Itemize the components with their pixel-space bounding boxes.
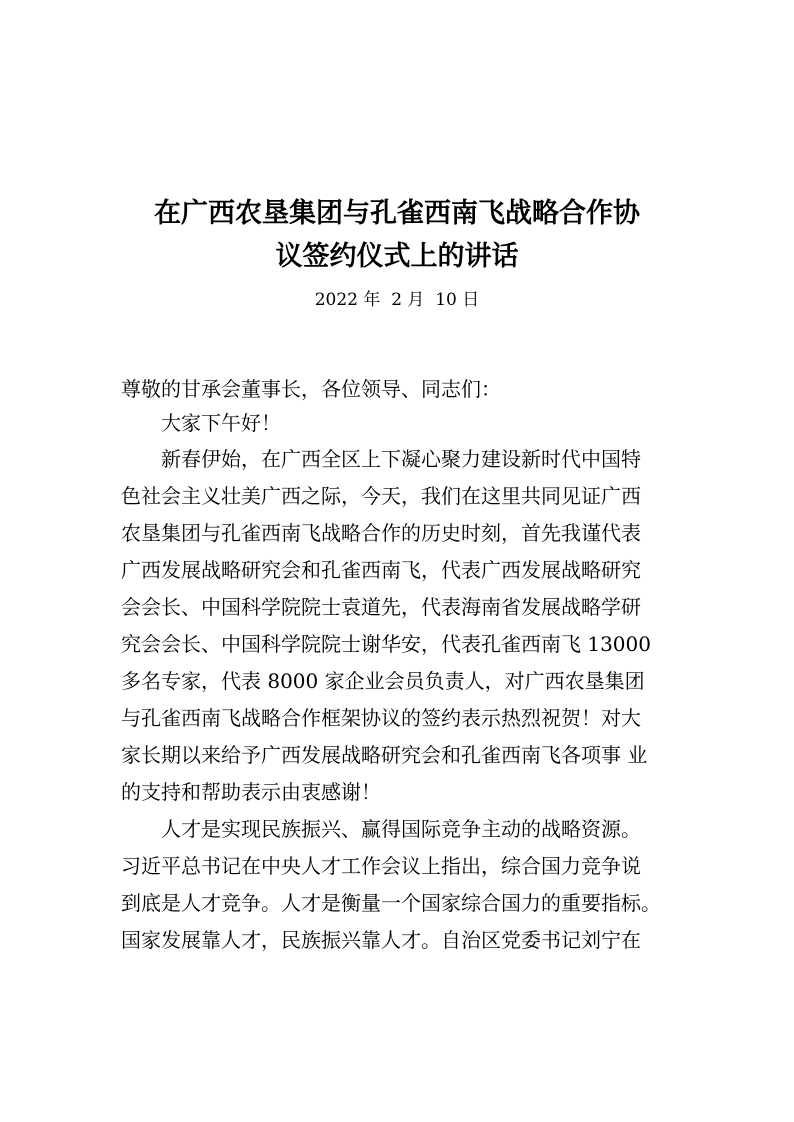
paragraph-1-line: 与孔雀西南飞战略合作框架协议的签约表示热烈祝贺！对大	[121, 706, 641, 730]
paragraph-1-line: 广西发展战略研究会和孔雀西南飞，代表广西发展战略研究	[121, 558, 641, 582]
paragraph-1-line: 的支持和帮助表示由衷感谢！	[121, 780, 381, 804]
greeting: 大家下午好！	[161, 411, 281, 435]
paragraph-1-line: 家长期以来给予广西发展战略研究会和孔雀西南飞各项事 业	[121, 743, 648, 767]
paragraph-1-line: 色社会主义壮美广西之际，今天，我们在这里共同见证广西	[121, 484, 641, 508]
paragraph-2-line: 到底是人才竞争。人才是衡量一个国家综合国力的重要指标。	[121, 891, 661, 915]
paragraph-1-line: 多名专家，代表 8000 家企业会员负责人，对广西农垦集团	[121, 669, 645, 693]
paragraph-1-line: 会会长、中国科学院院士袁道先，代表海南省发展战略学研	[121, 595, 641, 619]
document-title-line-2: 议签约仪式上的讲话	[275, 241, 519, 272]
salutation: 尊敬的甘承会董事长，各位领导、同志们：	[121, 377, 501, 401]
paragraph-2-line: 习近平总书记在中央人才工作会议上指出，综合国力竞争说	[121, 854, 641, 878]
paragraph-1-line: 新春伊始，在广西全区上下凝心聚力建设新时代中国特	[161, 447, 641, 471]
paragraph-1-line: 究会会长、中国科学院院士谢华安，代表孔雀西南飞 13000	[121, 632, 651, 656]
paragraph-2-line: 人才是实现民族振兴、赢得国际竞争主动的战略资源。	[161, 817, 641, 841]
document-title-line-1: 在广西农垦集团与孔雀西南飞战略合作协	[154, 198, 640, 229]
paragraph-1-line: 农垦集团与孔雀西南飞战略合作的历史时刻，首先我谨代表	[121, 521, 641, 545]
paragraph-2-line: 国家发展靠人才，民族振兴靠人才。自治区党委书记刘宁在	[121, 928, 641, 952]
document-date: 2022 年 2 月 10 日	[314, 290, 480, 310]
